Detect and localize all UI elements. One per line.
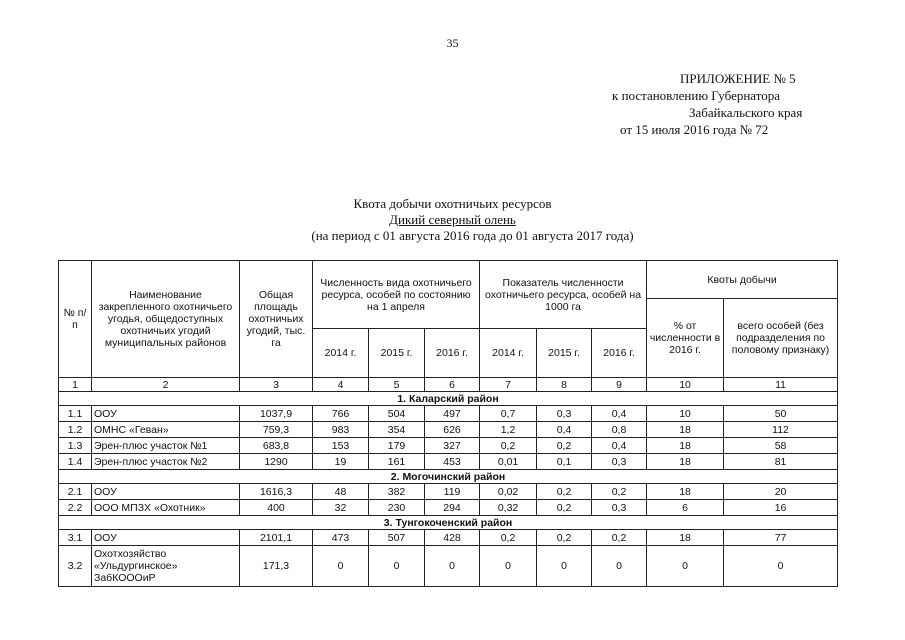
table-cell: 18: [647, 422, 724, 438]
table-cell: 0,32: [480, 500, 537, 516]
row-name-cell: ООО МПЗХ «Охотник»: [92, 500, 240, 516]
table-row: [59, 406, 838, 422]
table-cell: 354: [369, 422, 425, 438]
header-pop-2016: 2016 г.: [425, 329, 480, 378]
table-cell: 0,2: [480, 530, 537, 546]
row-name-cell: Охотхозяйство «Ульдургинское» ЗабКОООиР: [92, 546, 240, 587]
column-number: 4: [313, 378, 369, 392]
table-cell: 32: [313, 500, 369, 516]
table-cell: 1.3: [59, 438, 92, 454]
table-row: [59, 484, 838, 500]
table-cell: 0,2: [537, 438, 592, 454]
title-period: (на период с 01 августа 2016 года до 01 августа 2017 года): [311, 228, 634, 243]
header-pop-2015: 2015 г.: [369, 329, 425, 378]
table-cell: 1.1: [59, 406, 92, 422]
header-den-2014: 2014 г.: [480, 329, 537, 378]
table-cell: 1.2: [59, 422, 92, 438]
table-cell: 2.2: [59, 500, 92, 516]
table-cell: 497: [425, 406, 480, 422]
column-number: 5: [369, 378, 425, 392]
table-cell: 18: [647, 438, 724, 454]
table-cell: 504: [369, 406, 425, 422]
table-cell: 453: [425, 454, 480, 470]
section-title: 2. Могочинский район: [59, 470, 838, 484]
table-row: [59, 454, 838, 470]
table-cell: 1,2: [480, 422, 537, 438]
row-name-cell: ООУ: [92, 406, 240, 422]
table-cell: 400: [240, 500, 313, 516]
section-title: 1. Каларский район: [59, 392, 838, 406]
table-cell: 0,7: [480, 406, 537, 422]
table-cell: 0,2: [537, 500, 592, 516]
table-cell: 983: [313, 422, 369, 438]
table-cell: 48: [313, 484, 369, 500]
header-den-2015: 2015 г.: [537, 329, 592, 378]
table-cell: 153: [313, 438, 369, 454]
table-cell: 0: [369, 546, 425, 587]
table-cell: 0,3: [537, 406, 592, 422]
table-cell: 179: [369, 438, 425, 454]
title-species: Дикий северный олень: [389, 212, 516, 227]
table-cell: 171,3: [240, 546, 313, 587]
table-cell: 81: [724, 454, 838, 470]
column-number: 6: [425, 378, 480, 392]
table-cell: 77: [724, 530, 838, 546]
table-cell: 19: [313, 454, 369, 470]
table-row: [59, 438, 838, 454]
table-row: [59, 546, 838, 587]
table-cell: 0: [592, 546, 647, 587]
table-cell: 0,2: [592, 484, 647, 500]
table-cell: 0: [537, 546, 592, 587]
column-number: 11: [724, 378, 838, 392]
table-cell: 0,3: [592, 454, 647, 470]
table-cell: 0,02: [480, 484, 537, 500]
table-cell: 2.1: [59, 484, 92, 500]
table-cell: 18: [647, 484, 724, 500]
title-main: Квота добычи охотничьих ресурсов: [353, 196, 552, 211]
header-total: всего особей (без подразделения по половому признаку): [724, 299, 838, 378]
header-area: Общая площадь охотничьих угодий, тыс. га: [240, 261, 313, 378]
table-cell: 0: [425, 546, 480, 587]
appendix-region: Забайкальского края: [689, 105, 803, 120]
table-cell: 3.2: [59, 546, 92, 587]
column-number: 9: [592, 378, 647, 392]
table-cell: 1616,3: [240, 484, 313, 500]
row-name-cell: Эрен-плюс участок №2: [92, 454, 240, 470]
table-cell: 161: [369, 454, 425, 470]
header-den-2016: 2016 г.: [592, 329, 647, 378]
table-cell: 473: [313, 530, 369, 546]
row-name-cell: ООУ: [92, 530, 240, 546]
table-cell: 0,2: [537, 484, 592, 500]
row-name-cell: Эрен-плюс участок №1: [92, 438, 240, 454]
table-cell: 50: [724, 406, 838, 422]
table-cell: 0,2: [537, 530, 592, 546]
table-cell: 119: [425, 484, 480, 500]
table-row: [59, 422, 838, 438]
header-population: Численность вида охотничьего ресурса, особей по состоянию на 1 апреля: [313, 261, 480, 329]
table-cell: 0,2: [592, 530, 647, 546]
table-cell: 3.1: [59, 530, 92, 546]
header-pct: % от численности в 2016 г.: [647, 299, 724, 378]
table-cell: 112: [724, 422, 838, 438]
table-cell: 1.4: [59, 454, 92, 470]
table-cell: 0,01: [480, 454, 537, 470]
table-cell: 0: [313, 546, 369, 587]
header-quotas: Квоты добычи: [647, 261, 838, 299]
table-cell: 626: [425, 422, 480, 438]
table-cell: 294: [425, 500, 480, 516]
table-cell: 0: [724, 546, 838, 587]
table-cell: 0: [647, 546, 724, 587]
header-name: Наименование закрепленного охотничьего угодья, общедоступных охотничьих угодий муниципальных районов: [92, 261, 240, 378]
document-title: [0, 196, 905, 244]
table-cell: 0,4: [592, 406, 647, 422]
table-cell: 0,1: [537, 454, 592, 470]
table-cell: 0,8: [592, 422, 647, 438]
table-cell: 0,3: [592, 500, 647, 516]
table-cell: 6: [647, 500, 724, 516]
column-number: 2: [92, 378, 240, 392]
table-cell: 0,4: [592, 438, 647, 454]
table-cell: 16: [724, 500, 838, 516]
column-number: 8: [537, 378, 592, 392]
column-number: 10: [647, 378, 724, 392]
table-cell: 18: [647, 454, 724, 470]
table-cell: 327: [425, 438, 480, 454]
row-name-cell: ООУ: [92, 484, 240, 500]
table-cell: 2101,1: [240, 530, 313, 546]
table-row: [59, 530, 838, 546]
table-cell: 58: [724, 438, 838, 454]
table-cell: 683,8: [240, 438, 313, 454]
column-number: 3: [240, 378, 313, 392]
column-number: 7: [480, 378, 537, 392]
table-cell: 20: [724, 484, 838, 500]
table-cell: 1290: [240, 454, 313, 470]
table-cell: 10: [647, 406, 724, 422]
quota-table: [58, 260, 838, 587]
table-cell: 18: [647, 530, 724, 546]
table-cell: 759,3: [240, 422, 313, 438]
appendix-date: от 15 июля 2016 года № 72: [620, 122, 769, 137]
header-pop-2014: 2014 г.: [313, 329, 369, 378]
appendix-block: [612, 70, 802, 138]
table-cell: 382: [369, 484, 425, 500]
row-name-cell: ОМНС «Геван»: [92, 422, 240, 438]
table-cell: 428: [425, 530, 480, 546]
column-number: 1: [59, 378, 92, 392]
table-cell: 0,4: [537, 422, 592, 438]
section-title: 3. Тунгокоченский район: [59, 516, 838, 530]
appendix-title: ПРИЛОЖЕНИЕ № 5: [680, 71, 796, 86]
table-cell: 0,2: [480, 438, 537, 454]
table-cell: 0: [480, 546, 537, 587]
table-cell: 507: [369, 530, 425, 546]
page-number: 35: [446, 36, 459, 50]
header-num: № п/п: [59, 261, 92, 378]
table-cell: 230: [369, 500, 425, 516]
header-density: Показатель численности охотничьего ресурса, особей на 1000 га: [480, 261, 647, 329]
table-row: [59, 500, 838, 516]
table-cell: 766: [313, 406, 369, 422]
appendix-resolution: к постановлению Губернатора: [612, 88, 781, 103]
table-cell: 1037,9: [240, 406, 313, 422]
